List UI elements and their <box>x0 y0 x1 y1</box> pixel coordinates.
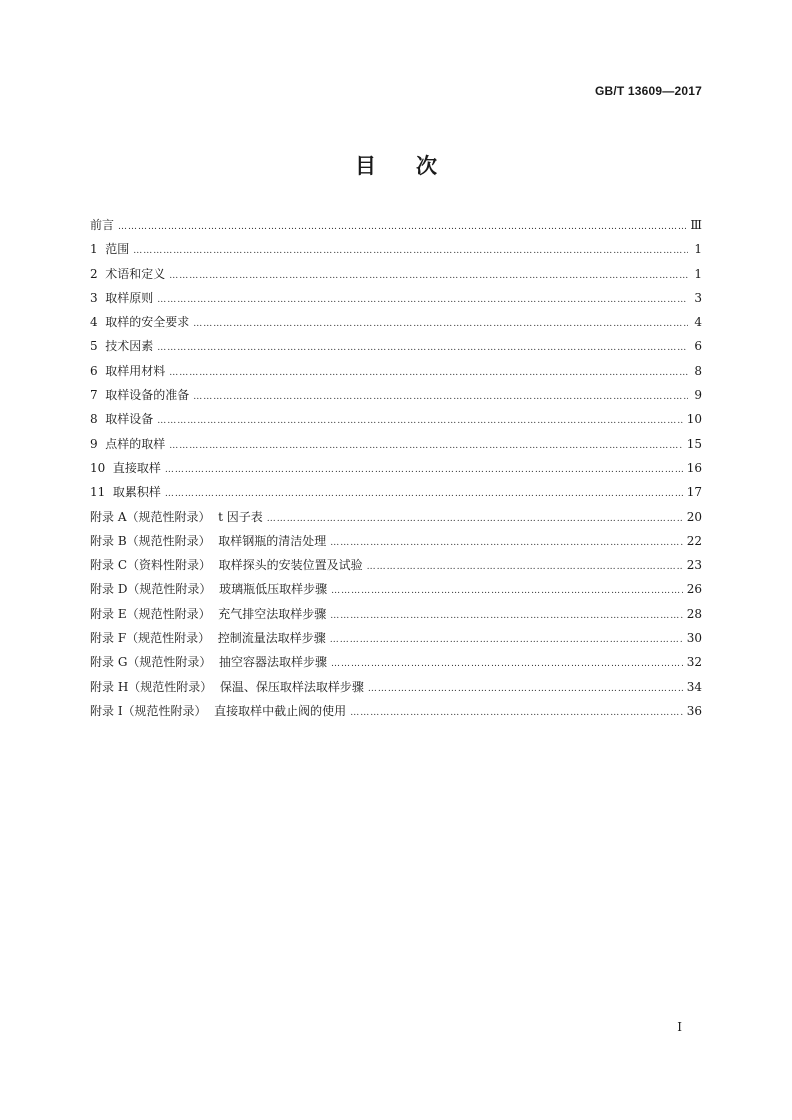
toc-entry-label: 4 取样的安全要求 <box>90 315 190 330</box>
toc-entry-annex-e[interactable] <box>90 602 702 626</box>
toc-entry-page: 15 <box>686 436 702 451</box>
toc-entry-page: Ⅲ <box>690 218 702 232</box>
toc-leader-dots <box>157 288 688 312</box>
toc-entry-page: 34 <box>686 679 702 694</box>
toc-entry-annex-f[interactable] <box>90 626 702 650</box>
standard-code: GB/T 13609—2017 <box>594 84 702 98</box>
toc-entry-page: 20 <box>686 509 702 524</box>
toc-entry-page: 28 <box>686 606 702 621</box>
toc-entry-annex-c[interactable] <box>90 553 702 577</box>
toc-leader-dots <box>330 628 683 652</box>
toc-entry-page: 30 <box>686 631 702 646</box>
toc-entry-label: 附录 H（规范性附录） 保温、保压取样法取样步骤 <box>90 679 364 694</box>
toc-entry-label: 10 直接取样 <box>90 460 161 475</box>
toc-entry-page: 9 <box>694 388 702 403</box>
toc-entry-4[interactable] <box>90 310 702 334</box>
toc-entry-page: 22 <box>686 533 702 548</box>
toc-leader-dots <box>165 458 683 482</box>
toc-entry-label: 附录 F（规范性附录） 控制流量法取样步骤 <box>90 631 326 646</box>
toc-entry-11[interactable] <box>90 480 702 504</box>
toc-leader-dots <box>157 409 682 433</box>
toc-entry-label: 附录 A（规范性附录） t 因子表 <box>90 509 263 524</box>
toc-entry-annex-d[interactable] <box>90 577 702 601</box>
toc-leader-dots <box>331 652 683 676</box>
toc-entry-label: 附录 G（规范性附录） 抽空容器法取样步骤 <box>90 655 328 670</box>
toc-entry-annex-h[interactable] <box>90 675 702 699</box>
page-number: I <box>677 1020 682 1034</box>
page-title <box>0 150 792 180</box>
toc-leader-dots <box>267 507 683 531</box>
toc-entry-page: 32 <box>686 655 702 670</box>
toc-entry-annex-a[interactable] <box>90 505 702 529</box>
toc-entry-5[interactable] <box>90 334 702 358</box>
toc-entry-3[interactable] <box>90 286 702 310</box>
toc-entry-annex-b[interactable] <box>90 529 702 553</box>
page-title-char-2: 次 <box>416 154 437 178</box>
toc-entry-label: 8 取样设备 <box>90 412 154 427</box>
toc-leader-dots <box>165 482 683 506</box>
toc-entry-label: 前言 <box>90 218 115 232</box>
toc-entry-annex-i[interactable] <box>90 699 702 723</box>
toc-entry-page: 16 <box>686 460 702 475</box>
toc-entry-page: 26 <box>686 582 702 597</box>
toc-entry-label: 1 范围 <box>90 242 130 257</box>
toc-entry-6[interactable] <box>90 359 702 383</box>
toc-entry-label: 附录 C（资料性附录） 取样探头的安装位置及试验 <box>90 558 363 573</box>
toc-leader-dots <box>169 434 682 458</box>
toc-entry-9[interactable] <box>90 432 702 456</box>
toc-entry-foreword[interactable] <box>90 213 702 237</box>
toc-entry-label: 附录 D（规范性附录） 玻璃瓶低压取样步骤 <box>90 582 328 597</box>
toc-entry-8[interactable] <box>90 407 702 431</box>
toc-entry-label: 附录 E（规范性附录） 充气排空法取样步骤 <box>90 606 327 621</box>
toc-entry-page: 23 <box>686 558 702 573</box>
toc-leader-dots <box>118 215 686 239</box>
toc-entry-1[interactable] <box>90 237 702 261</box>
toc-entry-page: 1 <box>694 266 702 281</box>
toc-entry-label: 5 技术因素 <box>90 339 154 354</box>
toc-entry-label: 3 取样原则 <box>90 290 154 305</box>
toc-entry-page: 17 <box>686 485 702 500</box>
toc-leader-dots <box>330 604 683 628</box>
toc-leader-dots <box>330 531 682 555</box>
toc-entry-label: 9 点样的取样 <box>90 436 166 451</box>
table-of-contents <box>90 213 702 723</box>
toc-entry-label: 11 取累积样 <box>90 485 161 500</box>
toc-entry-10[interactable] <box>90 456 702 480</box>
toc-entry-label: 2 术语和定义 <box>90 266 166 281</box>
toc-entry-page: 10 <box>686 412 702 427</box>
toc-leader-dots <box>368 677 683 701</box>
toc-entry-page: 3 <box>694 290 702 305</box>
toc-leader-dots <box>193 385 688 409</box>
toc-leader-dots <box>193 312 688 336</box>
toc-leader-dots <box>350 701 683 725</box>
toc-leader-dots <box>169 264 688 288</box>
toc-entry-label: 附录 B（规范性附录） 取样钢瓶的清洁处理 <box>90 533 327 548</box>
toc-leader-dots <box>331 579 683 603</box>
toc-leader-dots <box>157 336 688 360</box>
toc-leader-dots <box>367 555 683 579</box>
toc-entry-7[interactable] <box>90 383 702 407</box>
toc-entry-2[interactable] <box>90 262 702 286</box>
toc-entry-page: 4 <box>694 315 702 330</box>
toc-entry-page: 1 <box>694 242 702 257</box>
toc-leader-dots <box>133 239 688 263</box>
toc-entry-annex-g[interactable] <box>90 650 702 674</box>
toc-entry-label: 6 取样用材料 <box>90 363 166 378</box>
toc-entry-page: 8 <box>694 363 702 378</box>
toc-entry-label: 附录 I（规范性附录） 直接取样中截止阀的使用 <box>90 703 347 718</box>
toc-leader-dots <box>169 361 688 385</box>
page-title-char-1: 目 <box>355 154 376 178</box>
toc-entry-page: 36 <box>686 703 702 718</box>
toc-entry-page: 6 <box>694 339 702 354</box>
toc-entry-label: 7 取样设备的准备 <box>90 388 190 403</box>
